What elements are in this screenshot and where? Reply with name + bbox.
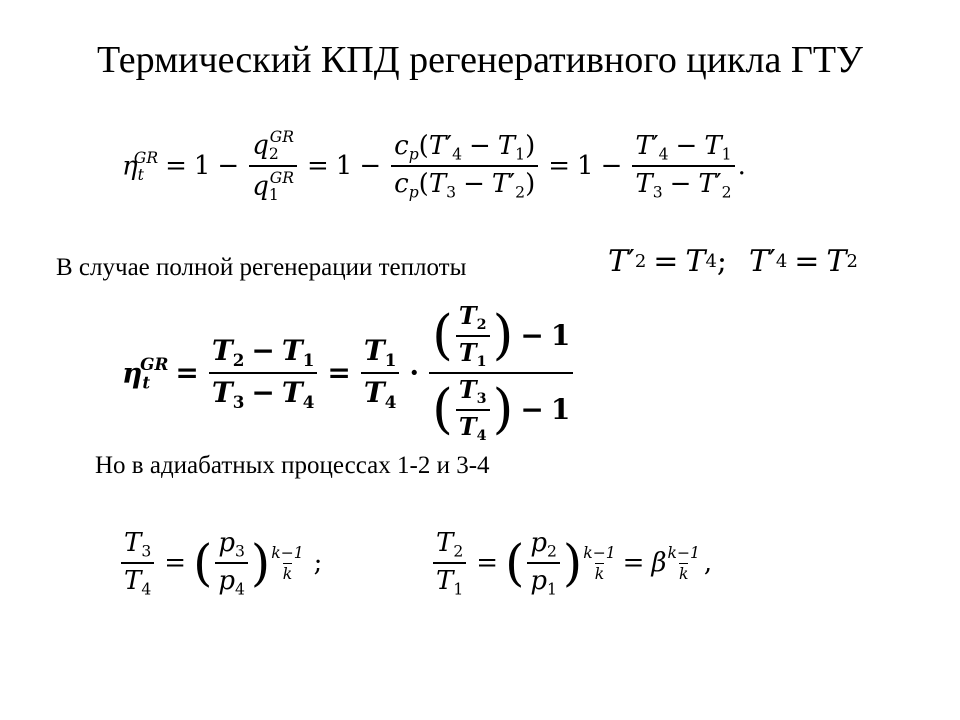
adiabatic-1-2-formula: $\frac{T_2}{T_1}$ = ( $\frac{p_2}{p_1}$ ) $\frac{k-1}{k}$ = β $\frac{k-1}{k}$ ,: [430, 528, 712, 599]
temperature-fraction: $\frac{T'_4 - T_1}{T_3 - T'_2}$: [632, 131, 734, 202]
adiabatic-3-4-formula: $\frac{T_3}{T_4}$ = ( $\frac{p_3}{p_4}$ ) $\frac{k-1}{k}$ ;: [118, 528, 322, 599]
eta-symbol: $\eta_t^{GR}$: [122, 353, 169, 393]
regeneration-condition: T ′ 2 = T 4 ; T ′ 4 = T 2: [608, 244, 858, 279]
ratio-fraction: ( $\frac{T_2}{T_1}$ ) − 1 ( $\frac{T_3}{T_4}$ ) − 1: [429, 302, 573, 444]
regenerative-efficiency-formula: $\eta_t^{GR}$ = $\frac{T_2 - T_1}{T_3 - T_4}$ = $\frac{T_1}{T_4}$ · ( $\frac{T_2}{T_1}$ ) − 1 ( $\frac{T_3}{T_4}$ ) − 1: [122, 302, 576, 444]
adiabatic-caption: Но в адиабатных процессах 1-2 и 3-4: [95, 452, 490, 479]
t1-over-t4-fraction: $\frac{T_1}{T_4}$: [361, 334, 400, 412]
full-regeneration-caption: В случае полной регенерации теплоты: [56, 254, 467, 281]
efficiency-formula: $\eta_t^{GR}$ = 1 − $\frac{q_2^{GR}}{q_1^{GR}}$ = 1 − $\frac{c_p(T'_4 - T_1)}{c_p(T_3 - T'_2)}$ = 1 − $\frac{T'_4 - T_1}{T_3 - T'_2}$ .: [122, 128, 746, 205]
heat-ratio-fraction: $\frac{q_2^{GR}}{q_1^{GR}}$: [249, 128, 297, 204]
temperature-difference-fraction: $\frac{T_2 - T_1}{T_3 - T_4}$: [209, 334, 318, 412]
page-title: Термический КПД регенеративного цикла ГТУ: [97, 39, 863, 81]
eta-symbol: $\eta_t^{GR}$: [122, 148, 159, 184]
heat-capacity-fraction: $\frac{c_p(T'_4 - T_1)}{c_p(T_3 - T'_2)}$: [391, 131, 538, 202]
